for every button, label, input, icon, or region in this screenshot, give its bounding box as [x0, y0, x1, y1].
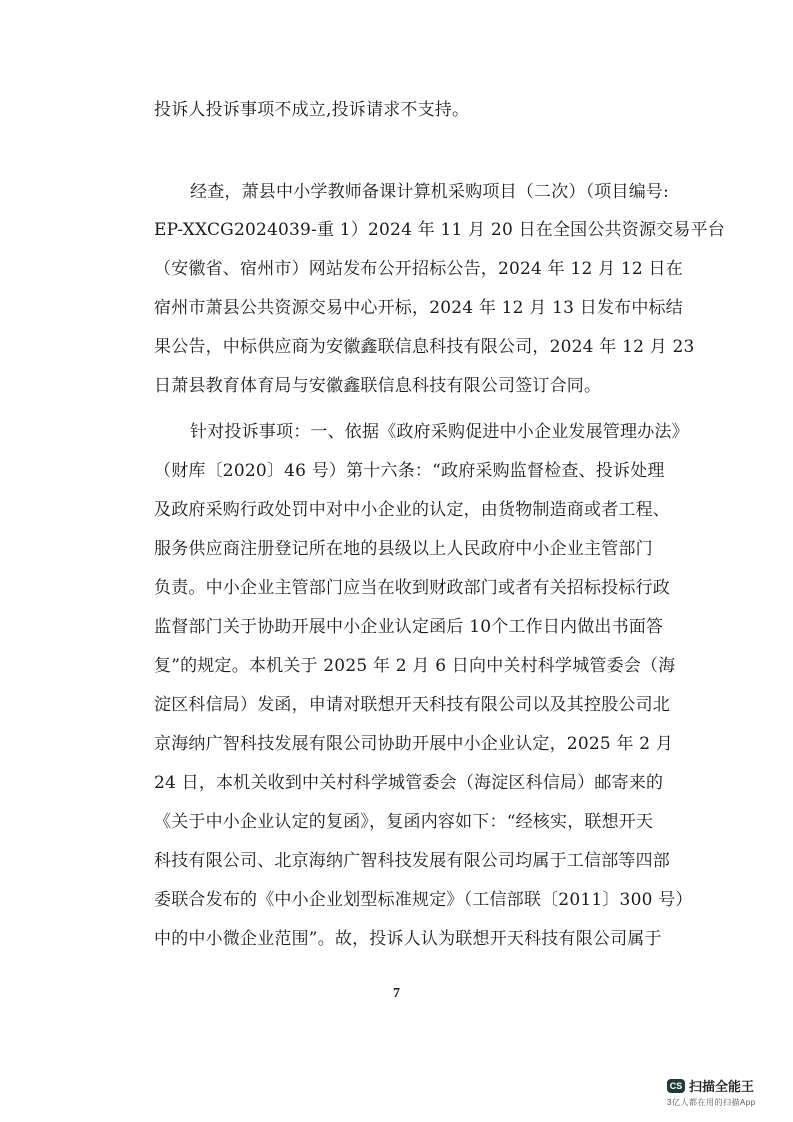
text-line-15: 淀区科信局）发函，申请对联想开天科技有限公司以及其控股公司北	[154, 695, 670, 715]
text-line-14: 复”的规定。本机关于 2025 年 2 月 6 日向中关村科学城管委会（海	[154, 656, 676, 676]
text-line-20: 委联合发布的《中小企业划型标准规定》（工信部联〔2011〕300 号）	[154, 890, 693, 910]
text-line-21: 中的中小微企业范围”。故，投诉人认为联想开天科技有限公司属于	[154, 929, 662, 949]
text-line-2: 经查，萧县中小学教师备课计算机采购项目（二次）（项目编号:	[190, 182, 670, 202]
page-number: 7	[393, 986, 400, 1001]
text-line-18: 《关于中小企业认定的复函》，复函内容如下：“经核实，联想开天	[154, 812, 654, 832]
camscanner-logo-icon: CS	[667, 1079, 685, 1093]
text-line-11: 服务供应商注册登记所在地的县级以上人民政府中小企业主管部门	[154, 539, 653, 559]
text-line-8: 针对投诉事项：一、依据《政府采购促进中小企业发展管理办法》	[190, 422, 689, 442]
watermark-app-name: 扫描全能王	[689, 1079, 755, 1094]
scanner-watermark	[667, 1076, 779, 1108]
text-line-9: （财库〔2020〕46 号）第十六条：“政府采购监督检查、投诉处理	[154, 461, 665, 481]
text-line-12: 负责。中小企业主管部门应当在收到财政部门或者有关招标投标行政	[154, 578, 670, 598]
text-line-10: 及政府采购行政处罚中对中小企业的认定，由货物制造商或者工程、	[154, 500, 670, 520]
watermark-tagline: 3亿人都在用的扫描App	[667, 1098, 756, 1107]
text-line-7: 日萧县教育体育局与安徽鑫联信息科技有限公司签订合同。	[154, 376, 602, 396]
text-line-17: 24 日，本机关收到中关村科学城管委会（海淀区科信局）邮寄来的	[154, 773, 664, 793]
text-line-19: 科技有限公司、北京海纳广智科技发展有限公司均属于工信部等四部	[154, 851, 670, 871]
text-line-5: 宿州市萧县公共资源交易中心开标，2024 年 12 月 13 日发布中标结	[154, 298, 683, 318]
text-line-1: 投诉人投诉事项不成立,投诉请求不支持。	[154, 100, 470, 120]
text-line-6: 果公告，中标供应商为安徽鑫联信息科技有限公司，2024 年 12 月 23	[154, 337, 695, 357]
text-line-4: （安徽省、宿州市）网站发布公开招标公告，2024 年 12 月 12 日在	[154, 259, 683, 279]
text-line-13: 监督部门关于协助开展中小企业认定函后 10个工作日内做出书面答	[154, 617, 664, 637]
text-line-3: EP-XXCG2024039-重 1）2024 年 11 月 20 日在全国公共资源交易平台	[154, 220, 725, 240]
text-line-16: 京海纳广智科技发展有限公司协助开展中小企业认定，2025 年 2 月	[154, 734, 674, 754]
